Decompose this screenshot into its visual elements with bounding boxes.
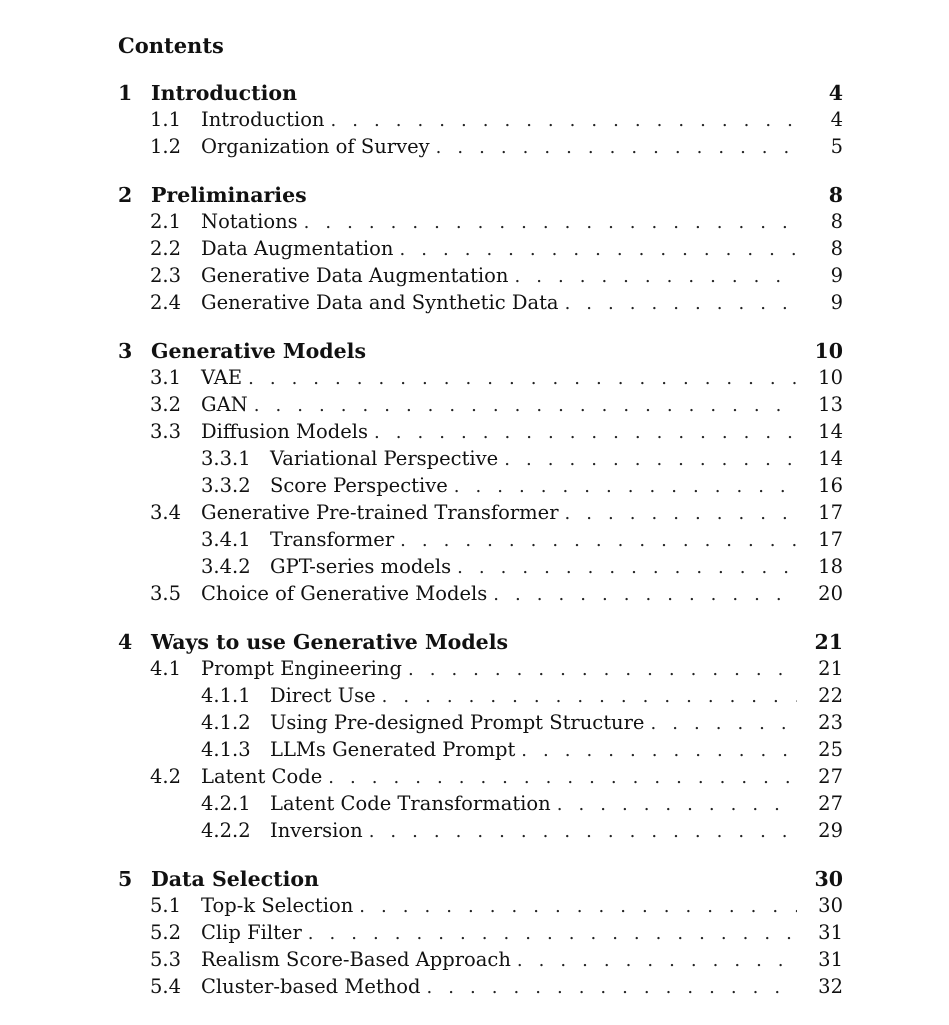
toc-section-page-number: 9 bbox=[830, 264, 843, 287]
dot-leader bbox=[454, 476, 797, 494]
toc-section-page-number: 31 bbox=[818, 921, 843, 944]
toc-section-number: 2.2 bbox=[150, 237, 182, 260]
dot-leader bbox=[248, 368, 797, 386]
toc-chapter-entry[interactable] bbox=[0, 183, 949, 211]
toc-section-page-number: 13 bbox=[818, 393, 843, 416]
toc-subsection-page-number: 14 bbox=[818, 447, 843, 470]
toc-subsection-page-number: 27 bbox=[818, 792, 843, 815]
toc-section-title: Organization of Survey bbox=[201, 135, 430, 158]
toc-subsection-entry[interactable] bbox=[0, 711, 949, 738]
toc-chapter-page-number: 30 bbox=[814, 867, 843, 891]
toc-section-page-number: 10 bbox=[818, 366, 843, 389]
toc-section-entry[interactable] bbox=[0, 501, 949, 528]
toc-section-page-number: 21 bbox=[818, 657, 843, 680]
toc-section-entry[interactable] bbox=[0, 237, 949, 264]
toc-section-number: 4.2 bbox=[150, 765, 182, 788]
toc-subsection-title: Variational Perspective bbox=[270, 447, 499, 470]
dot-leader bbox=[557, 794, 797, 812]
toc-section-entry[interactable] bbox=[0, 948, 949, 975]
toc-chapter-entry[interactable] bbox=[0, 81, 949, 109]
toc-section-number: 5.2 bbox=[150, 921, 182, 944]
toc-section-entry[interactable] bbox=[0, 108, 949, 135]
toc-section-title: Top-k Selection bbox=[201, 894, 354, 917]
toc-section-title: Data Augmentation bbox=[201, 237, 394, 260]
toc-section-number: 2.3 bbox=[150, 264, 182, 287]
toc-section-title: Generative Pre-trained Transformer bbox=[201, 501, 559, 524]
toc-section-number: 5.1 bbox=[150, 894, 182, 917]
toc-chapter-entry[interactable] bbox=[0, 630, 949, 658]
dot-leader bbox=[374, 422, 797, 440]
toc-section-entry[interactable] bbox=[0, 975, 949, 1002]
dot-leader bbox=[254, 395, 797, 413]
toc-chapter-title: Introduction bbox=[151, 81, 297, 105]
toc-chapter-number: 1 bbox=[118, 81, 133, 105]
toc-section-title: Cluster-based Method bbox=[201, 975, 421, 998]
toc-chapter-title: Preliminaries bbox=[151, 183, 307, 207]
toc-section-title: Generative Data Augmentation bbox=[201, 264, 509, 287]
toc-section-title: Introduction bbox=[201, 108, 325, 131]
toc-chapter-page-number: 21 bbox=[814, 630, 843, 654]
dot-leader bbox=[650, 713, 797, 731]
toc-section-title: Choice of Generative Models bbox=[201, 582, 488, 605]
toc-subsection-page-number: 16 bbox=[818, 474, 843, 497]
toc-chapter-title: Ways to use Generative Models bbox=[151, 630, 509, 654]
toc-section-entry[interactable] bbox=[0, 366, 949, 393]
toc-chapter-entry[interactable] bbox=[0, 867, 949, 895]
toc-section-page-number: 30 bbox=[818, 894, 843, 917]
dot-leader bbox=[304, 212, 797, 230]
toc-chapter-number: 5 bbox=[118, 867, 133, 891]
toc-subsection-entry[interactable] bbox=[0, 684, 949, 711]
toc-section-page-number: 32 bbox=[818, 975, 843, 998]
toc-chapter-page-number: 4 bbox=[828, 81, 843, 105]
toc-section-number: 3.1 bbox=[150, 366, 182, 389]
dot-leader bbox=[493, 584, 797, 602]
toc-chapter-number: 4 bbox=[118, 630, 133, 654]
toc-section-number: 1.2 bbox=[150, 135, 182, 158]
toc-subsection-title: Latent Code Transformation bbox=[270, 792, 551, 815]
toc-subsection-number: 3.3.1 bbox=[201, 447, 251, 470]
toc-subsection-title: LLMs Generated Prompt bbox=[270, 738, 516, 761]
toc-subsection-number: 3.3.2 bbox=[201, 474, 251, 497]
toc-section-page-number: 31 bbox=[818, 948, 843, 971]
toc-section-number: 5.4 bbox=[150, 975, 182, 998]
toc-section-number: 3.5 bbox=[150, 582, 182, 605]
toc-section-number: 4.1 bbox=[150, 657, 182, 680]
toc-section-title: Notations bbox=[201, 210, 298, 233]
toc-section-title: Realism Score-Based Approach bbox=[201, 948, 511, 971]
toc-section-title: Latent Code bbox=[201, 765, 323, 788]
toc-section-entry[interactable] bbox=[0, 921, 949, 948]
dot-leader bbox=[369, 821, 797, 839]
dot-leader bbox=[382, 686, 797, 704]
dot-leader bbox=[331, 110, 798, 128]
toc-section-entry[interactable] bbox=[0, 135, 949, 162]
toc-subsection-title: GPT-series models bbox=[270, 555, 452, 578]
dot-leader bbox=[400, 530, 797, 548]
dot-leader bbox=[504, 449, 797, 467]
toc-section-title: VAE bbox=[201, 366, 243, 389]
toc-section-page-number: 4 bbox=[830, 108, 843, 131]
toc-section-page-number: 5 bbox=[830, 135, 843, 158]
dot-leader bbox=[328, 767, 797, 785]
toc-section-entry[interactable] bbox=[0, 210, 949, 237]
toc-section-entry[interactable] bbox=[0, 291, 949, 318]
toc-section-title: Diffusion Models bbox=[201, 420, 368, 443]
toc-subsection-number: 3.4.2 bbox=[201, 555, 251, 578]
toc-section-page-number: 9 bbox=[830, 291, 843, 314]
toc-section-page-number: 27 bbox=[818, 765, 843, 788]
toc-section-page-number: 8 bbox=[830, 237, 843, 260]
toc-subsection-entry[interactable] bbox=[0, 474, 949, 501]
toc-subsection-number: 4.1.3 bbox=[201, 738, 251, 761]
toc-section-number: 2.1 bbox=[150, 210, 182, 233]
dot-leader bbox=[436, 137, 797, 155]
dot-leader bbox=[517, 950, 797, 968]
toc-section-title: Prompt Engineering bbox=[201, 657, 402, 680]
dot-leader bbox=[565, 293, 797, 311]
toc-section-number: 2.4 bbox=[150, 291, 182, 314]
toc-section-page-number: 14 bbox=[818, 420, 843, 443]
toc-subsection-title: Transformer bbox=[270, 528, 395, 551]
toc-chapter-entry[interactable] bbox=[0, 339, 949, 367]
dot-leader bbox=[521, 740, 797, 758]
toc-subsection-number: 4.2.1 bbox=[201, 792, 251, 815]
toc-subsection-number: 4.1.1 bbox=[201, 684, 251, 707]
toc-section-number: 1.1 bbox=[150, 108, 182, 131]
toc-chapter-page-number: 8 bbox=[828, 183, 843, 207]
toc-section-entry[interactable] bbox=[0, 657, 949, 684]
toc-section-page-number: 20 bbox=[818, 582, 843, 605]
toc-chapter-number: 3 bbox=[118, 339, 133, 363]
dot-leader bbox=[308, 923, 797, 941]
toc-subsection-entry[interactable] bbox=[0, 792, 949, 819]
dot-leader bbox=[565, 503, 797, 521]
toc-subsection-page-number: 25 bbox=[818, 738, 843, 761]
contents-heading: Contents bbox=[118, 33, 224, 58]
toc-subsection-title: Direct Use bbox=[270, 684, 376, 707]
toc-subsection-entry[interactable] bbox=[0, 738, 949, 765]
toc-subsection-title: Inversion bbox=[270, 819, 363, 842]
toc-subsection-page-number: 23 bbox=[818, 711, 843, 734]
toc-section-number: 3.4 bbox=[150, 501, 182, 524]
toc-subsection-entry[interactable] bbox=[0, 555, 949, 582]
toc-section-number: 5.3 bbox=[150, 948, 182, 971]
toc-section-title: Clip Filter bbox=[201, 921, 302, 944]
toc-chapter-title: Data Selection bbox=[151, 867, 319, 891]
toc-section-number: 3.3 bbox=[150, 420, 182, 443]
toc-section-entry[interactable] bbox=[0, 765, 949, 792]
toc-section-title: Generative Data and Synthetic Data bbox=[201, 291, 559, 314]
dot-leader bbox=[359, 896, 797, 914]
toc-section-entry[interactable] bbox=[0, 264, 949, 291]
toc-section-title: GAN bbox=[201, 393, 248, 416]
dot-leader bbox=[408, 659, 797, 677]
toc-subsection-page-number: 17 bbox=[818, 528, 843, 551]
toc-section-page-number: 8 bbox=[830, 210, 843, 233]
toc-subsection-page-number: 29 bbox=[818, 819, 843, 842]
toc-subsection-number: 4.1.2 bbox=[201, 711, 251, 734]
dot-leader bbox=[457, 557, 797, 575]
toc-section-entry[interactable] bbox=[0, 393, 949, 420]
toc-subsection-number: 4.2.2 bbox=[201, 819, 251, 842]
toc-subsection-entry[interactable] bbox=[0, 819, 949, 846]
toc-section-page-number: 17 bbox=[818, 501, 843, 524]
toc-subsection-title: Score Perspective bbox=[270, 474, 448, 497]
toc-section-number: 3.2 bbox=[150, 393, 182, 416]
toc-subsection-entry[interactable] bbox=[0, 447, 949, 474]
toc-subsection-page-number: 18 bbox=[818, 555, 843, 578]
toc-chapter-number: 2 bbox=[118, 183, 133, 207]
toc-chapter-page-number: 10 bbox=[814, 339, 843, 363]
toc-section-entry[interactable] bbox=[0, 894, 949, 921]
toc-chapter-title: Generative Models bbox=[151, 339, 366, 363]
dot-leader bbox=[399, 239, 797, 257]
toc-section-entry[interactable] bbox=[0, 582, 949, 609]
toc-subsection-number: 3.4.1 bbox=[201, 528, 251, 551]
dot-leader bbox=[426, 977, 797, 995]
toc-section-entry[interactable] bbox=[0, 420, 949, 447]
dot-leader bbox=[514, 266, 797, 284]
toc-subsection-title: Using Pre-designed Prompt Structure bbox=[270, 711, 645, 734]
toc-subsection-page-number: 22 bbox=[818, 684, 843, 707]
toc-subsection-entry[interactable] bbox=[0, 528, 949, 555]
